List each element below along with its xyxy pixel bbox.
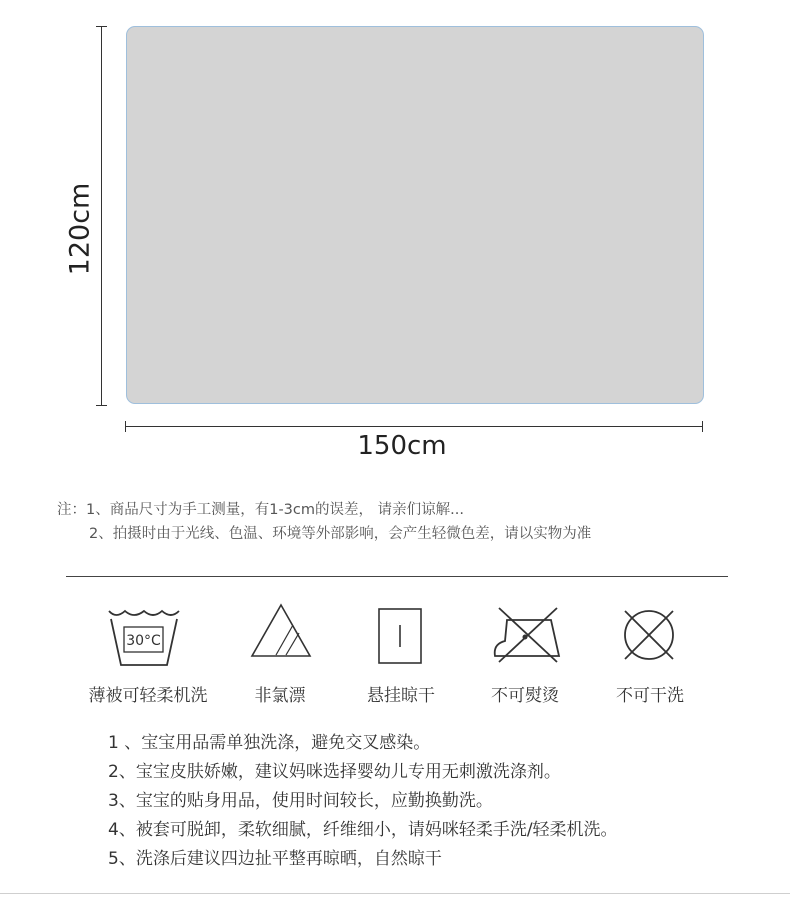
no-bleach-label: 非氯漂 — [254, 686, 306, 706]
height-dimension-cap-bottom — [96, 405, 107, 406]
height-dimension-line — [101, 26, 102, 406]
hand-wash-label: 薄被可轻柔机洗 — [88, 686, 208, 706]
width-dimension-cap-right — [702, 421, 703, 432]
instruction-item: 3、宝宝的贴身用品，使用时间较长，应勤换勤洗。 — [108, 791, 493, 811]
note-measurement-error: 注：1、商品尺寸为手工测量，有1-3cm的误差， 请亲们谅解... — [57, 502, 464, 518]
no-dry-clean-icon — [621, 606, 677, 664]
height-label: 120cm — [64, 182, 96, 276]
instruction-item: 4、被套可脱卸，柔软细腻，纤维细小，请妈咪轻柔手洗/轻柔机洗。 — [108, 820, 618, 840]
instruction-item: 2、宝宝皮肤娇嫩，建议妈咪选择婴幼儿专用无刺激洗涤剂。 — [108, 762, 561, 782]
width-label: 150cm — [357, 431, 447, 461]
bottom-divider — [0, 893, 790, 894]
instruction-item: 5、洗涤后建议四边扯平整再晾晒，自然晾干 — [108, 849, 442, 869]
no-dry-clean-label: 不可干洗 — [616, 686, 684, 706]
no-iron-icon — [491, 606, 563, 664]
no-iron-label: 不可熨烫 — [491, 686, 559, 706]
width-dimension-cap-left — [125, 421, 126, 432]
hang-dry-label: 悬挂晾干 — [367, 686, 435, 706]
note-color-difference: 2、拍摄时由于光线、色温、环境等外部影响，会产生轻微色差，请以实物为准 — [89, 526, 592, 542]
hang-dry-icon — [377, 607, 423, 665]
section-divider — [66, 576, 728, 577]
width-dimension-line — [125, 426, 703, 427]
instruction-item: 1 、宝宝用品需单独洗涤，避免交叉感染。 — [108, 733, 431, 753]
hand-wash-icon — [107, 607, 181, 669]
care-instructions-list — [108, 732, 618, 877]
height-dimension-cap-top — [96, 26, 107, 27]
no-bleach-icon — [250, 603, 312, 659]
wash-temperature: 30°C — [126, 633, 161, 649]
blanket-illustration — [126, 26, 704, 404]
